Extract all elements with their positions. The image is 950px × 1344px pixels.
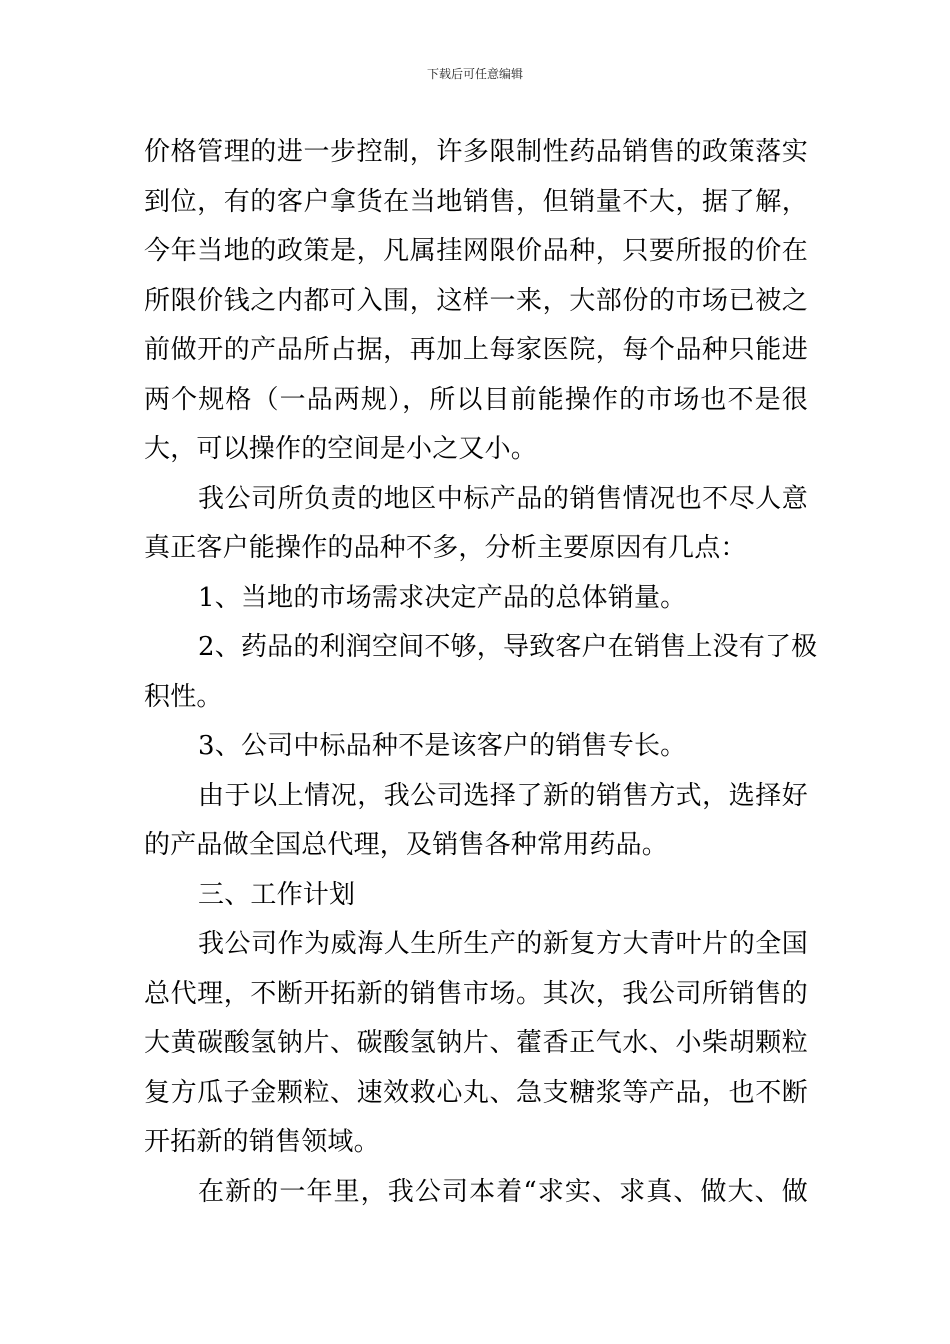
text-line: 复方瓜子金颗粒、速效救心丸、急支糖浆等产品，也不断: [144, 1077, 808, 1108]
text-line: 大，可以操作的空间是小之又小。: [144, 434, 538, 464]
text-line: 积性。: [144, 681, 223, 712]
text-line: 总代理，不断开拓新的销售市场。其次，我公司所销售的: [144, 978, 808, 1009]
text-line: 我公司作为威海人生所生产的新复方大青叶片的全国: [198, 929, 808, 959]
text-line: 开拓新的销售领域。: [144, 1127, 380, 1157]
text-line: 前做开的产品所占据，再加上每家医院，每个品种只能进: [144, 335, 808, 365]
text-line: 大黄碳酸氢钠片、碳酸氢钠片、藿香正气水、小柴胡颗粒: [144, 1028, 808, 1058]
text-line: 在新的一年里，我公司本着“求实、求真、做大、做: [198, 1176, 808, 1207]
text-line: 今年当地的政策是，凡属挂网限价品种，只要所报的价在: [144, 236, 808, 266]
text-line: 2、药品的利润空间不够，导致客户在销售上没有了极: [198, 632, 818, 662]
text-line: 的产品做全国总代理，及销售各种常用药品。: [144, 830, 669, 860]
text-line: 1、当地的市场需求决定产品的总体销量。: [198, 582, 687, 613]
page-header: 下载后可任意编辑: [426, 67, 523, 81]
text-line: 3、公司中标品种不是该客户的销售专长。: [198, 731, 687, 761]
text-line: 我公司所负责的地区中标产品的销售情况也不尽人意: [198, 483, 808, 514]
text-line: 由于以上情况，我公司选择了新的销售方式，选择好: [198, 780, 808, 811]
text-line: 三、工作计划: [198, 879, 356, 910]
document-body: [144, 128, 818, 1217]
text-line: 到位，有的客户拿货在当地销售，但销量不大，据了解，: [144, 186, 808, 217]
text-line: 真正客户能操作的品种不多，分析主要原因有几点：: [144, 533, 747, 563]
text-line: 所限价钱之内都可入围，这样一来，大部份的市场已被之: [144, 285, 808, 316]
text-line: 价格管理的进一步控制，许多限制性药品销售的政策落实: [144, 137, 808, 167]
text-line: 两个规格（一品两规），所以目前能操作的市场也不是很: [144, 384, 808, 415]
